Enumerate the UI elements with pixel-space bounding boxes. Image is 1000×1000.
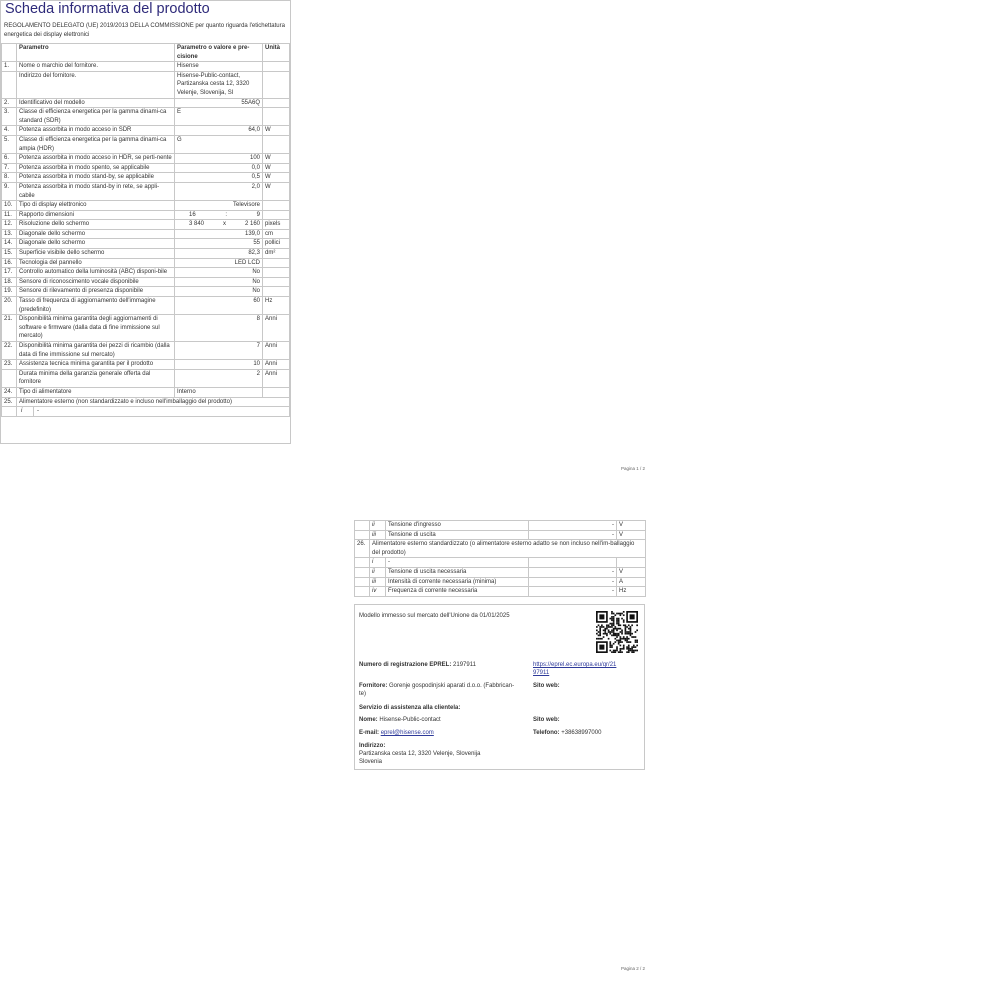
- row-number: 12.: [2, 220, 17, 230]
- sub-index: ii: [370, 521, 386, 531]
- row-number: 2.: [2, 98, 17, 108]
- row-value: 2: [175, 369, 263, 387]
- row-unit: [263, 258, 290, 268]
- row-value: Interno: [175, 387, 263, 397]
- resolution-sep: x: [223, 221, 226, 228]
- row-value: 55A6Q: [175, 98, 263, 108]
- row-number: 15.: [2, 249, 17, 259]
- header-param: Parametro: [17, 44, 175, 62]
- row-unit: [263, 277, 290, 287]
- table-row: [355, 530, 646, 540]
- row-unit: [263, 287, 290, 297]
- qr-code-icon: [596, 611, 638, 653]
- supplier-value: Gorenje gospodinjski aparati d.o.o. (Fabbrican-: [389, 683, 515, 689]
- table-row: [2, 163, 290, 173]
- row-unit: [263, 71, 290, 98]
- row-unit: V: [617, 567, 646, 577]
- row-param: Classe di efficienza energetica per la gamma dinami-ca ampia (HDR): [17, 135, 175, 153]
- row-unit: Anni: [263, 360, 290, 370]
- eprel-link[interactable]: https://eprel.ec.europa.eu/qr/21: [533, 662, 617, 668]
- email-label: E-mail:: [359, 730, 380, 736]
- sub-index: iv: [370, 587, 386, 597]
- table-row: [355, 558, 646, 568]
- row-value: No: [175, 277, 263, 287]
- row-value: 0,5: [175, 173, 263, 183]
- row-param: Tensione d'ingresso: [386, 521, 529, 531]
- address-value-cont: Slovenia: [359, 759, 383, 765]
- row-number: 6.: [2, 154, 17, 164]
- row-value: -: [529, 587, 617, 597]
- row-value: Hisense: [175, 62, 263, 72]
- row-param: Durata minima della garanzia generale offerta dal fornitore: [17, 369, 175, 387]
- row-value: 60: [175, 297, 263, 315]
- sub-index: ii: [370, 567, 386, 577]
- row-value: 55: [175, 239, 263, 249]
- eprel-label: Numero di registrazione EPREL:: [359, 662, 452, 668]
- row-number: 21.: [2, 315, 17, 342]
- row-value: [175, 210, 263, 220]
- table-row: [2, 71, 290, 98]
- site-label-2: Sito web:: [533, 717, 560, 723]
- row-value: No: [175, 287, 263, 297]
- row-value: G: [175, 135, 263, 153]
- table-row: [355, 587, 646, 597]
- row-unit: Hz: [617, 587, 646, 597]
- row-value: 0,0: [175, 163, 263, 173]
- row-unit: V: [617, 530, 646, 540]
- row-unit: [263, 387, 290, 397]
- row-unit: [263, 98, 290, 108]
- page-number-1: Pagina 1 / 2: [621, 466, 646, 471]
- table-row: [355, 567, 646, 577]
- row-param: Controllo automatico della luminosità (ABC) disponi-bile: [17, 268, 175, 278]
- row-unit: [263, 268, 290, 278]
- row-value: 2,0: [175, 182, 263, 200]
- row-value: 100: [175, 154, 263, 164]
- row-param: Disponibilità minima garantita dei pezzi di ricambio (dalla data di fine immissione sul mercato): [17, 342, 175, 360]
- row-param: Diagonale dello schermo: [17, 229, 175, 239]
- row-param: Tecnologia del pannello: [17, 258, 175, 268]
- row-number: 1.: [2, 62, 17, 72]
- row-value: Televisore: [175, 201, 263, 211]
- row-param: Intensità di corrente necessaria (minima): [386, 577, 529, 587]
- row-value: 139,0: [175, 229, 263, 239]
- row-param: Nome o marchio del fornitore.: [17, 62, 175, 72]
- row-unit: dm²: [263, 249, 290, 259]
- row-unit: A: [617, 577, 646, 587]
- name-value: Hisense-Public-contact: [379, 717, 441, 723]
- service-label: Servizio di assistenza alla clientela:: [359, 705, 461, 711]
- phone-label: Telefono:: [533, 730, 560, 736]
- row-unit: pollici: [263, 239, 290, 249]
- row-param: Tensione di uscita necessaria: [386, 567, 529, 577]
- row-number: 10.: [2, 201, 17, 211]
- row-param: Assistenza tecnica minima garantita per il prodotto: [17, 360, 175, 370]
- placed-on-market: Modello immesso sul mercato dell'Unione da 01/01/2025: [359, 613, 510, 619]
- row-number: 8.: [2, 173, 17, 183]
- table-row: [2, 258, 290, 268]
- regulation-text: [4, 22, 288, 39]
- row-param: Potenza assorbita in modo spento, se applicabile: [17, 163, 175, 173]
- row-unit: V: [617, 521, 646, 531]
- product-table: [1, 43, 290, 417]
- resolution-b: 2 160: [244, 221, 260, 228]
- row-number: 23.: [2, 360, 17, 370]
- address-label: Indirizzo:: [359, 743, 386, 749]
- row-param: Sensore di rilevamento di presenza disponibile: [17, 287, 175, 297]
- table-row: [355, 577, 646, 587]
- row-unit: W: [263, 154, 290, 164]
- row-param: -: [386, 558, 529, 568]
- row-param: Classe di efficienza energetica per la gamma dinami-ca standard (SDR): [17, 108, 175, 126]
- row-unit: W: [263, 126, 290, 136]
- row-value: [529, 558, 617, 568]
- row-number: 7.: [2, 163, 17, 173]
- name-label: Nome:: [359, 717, 378, 723]
- resolution-a: 3 840: [189, 221, 205, 228]
- header-unit: Unità: [263, 44, 290, 62]
- row-value: -: [529, 567, 617, 577]
- table-row: [2, 108, 290, 126]
- row-param: Rapporto dimensioni: [17, 210, 175, 220]
- table-row: [2, 297, 290, 315]
- row-number: 17.: [2, 268, 17, 278]
- sub-index: iii: [370, 577, 386, 587]
- row-value: LED LCD: [175, 258, 263, 268]
- row-param: Sensore di riconoscimento vocale disponibile: [17, 277, 175, 287]
- eprel-value: 2197911: [453, 662, 476, 668]
- row-value: -: [529, 577, 617, 587]
- row-param: Alimentatore esterno standardizzato (o alimentatore esterno adatto se non incluso nell'im-ballaggio del prodotto): [370, 540, 646, 558]
- table-row: [2, 239, 290, 249]
- row-value: 82,3: [175, 249, 263, 259]
- row-unit: [617, 558, 646, 568]
- site-label-1: Sito web:: [533, 683, 560, 689]
- row-param: Potenza assorbita in modo stand-by, se applicabile: [17, 173, 175, 183]
- row-number: [2, 369, 17, 387]
- supplier-label: Fornitore:: [359, 683, 388, 689]
- row-unit: pixels: [263, 220, 290, 230]
- table-row: [2, 369, 290, 387]
- table-row: [2, 287, 290, 297]
- row-param: Diagonale dello schermo: [17, 239, 175, 249]
- row-unit: Anni: [263, 342, 290, 360]
- table-row: [2, 277, 290, 287]
- regulation-rest: per quanto riguarda l'etichettatura energetica dei display elettronici: [4, 23, 285, 38]
- table-row: [2, 397, 290, 407]
- row-unit: [263, 108, 290, 126]
- row-value: -: [529, 530, 617, 540]
- row-number: 14.: [2, 239, 17, 249]
- eprel-link-cont[interactable]: 97911: [533, 670, 550, 676]
- table-row: [2, 249, 290, 259]
- table-row: [2, 210, 290, 220]
- table-row: [2, 182, 290, 200]
- row-value: 10: [175, 360, 263, 370]
- row-param: Potenza assorbita in modo stand-by in rete, se appli-cabile: [17, 182, 175, 200]
- page-title: Scheda informativa del prodotto: [5, 1, 210, 17]
- table-row: [355, 540, 646, 558]
- table-row: [2, 387, 290, 397]
- page-number-2: Pagina 2 / 2: [621, 966, 646, 971]
- row-unit: [263, 201, 290, 211]
- email-link[interactable]: eprel@hisense.com: [380, 730, 434, 736]
- aspect-a: 16: [189, 211, 196, 218]
- row-number: 11.: [2, 210, 17, 220]
- row-param: Superficie visibile dello schermo: [17, 249, 175, 259]
- row-param: Potenza assorbita in modo acceso in HDR, se perti-nente: [17, 154, 175, 164]
- row-number: 16.: [2, 258, 17, 268]
- row-number: 26.: [355, 540, 370, 558]
- table-header: [2, 44, 290, 62]
- sub-index: iii: [370, 530, 386, 540]
- row-value: -: [529, 521, 617, 531]
- aspect-sep: :: [225, 211, 227, 218]
- aspect-b: 9: [256, 211, 260, 218]
- table-row: [2, 315, 290, 342]
- row-param: Potenza assorbita in modo acceso in SDR: [17, 126, 175, 136]
- row-unit: W: [263, 173, 290, 183]
- row-unit: W: [263, 182, 290, 200]
- row-unit: Hz: [263, 297, 290, 315]
- row-param: Frequenza di corrente necessaria: [386, 587, 529, 597]
- row-param: Tipo di display elettronico: [17, 201, 175, 211]
- row-param: Indirizzo del fornitore.: [17, 71, 175, 98]
- table-row: [2, 201, 290, 211]
- row-param: Disponibilità minima garantita degli aggiornamenti di software e firmware (dalla data di fine immissione sul mercato): [17, 315, 175, 342]
- row-number: 5.: [2, 135, 17, 153]
- sub-value: -: [37, 408, 39, 415]
- address-value: Partizanska cesta 12, 3320 Velenje, Slovenija: [359, 751, 481, 757]
- row-param: Identificativo del modello: [17, 98, 175, 108]
- row-number: [2, 71, 17, 98]
- row-param: Tasso di frequenza di aggiornamento dell'immagine (predefinito): [17, 297, 175, 315]
- row-number: 9.: [2, 182, 17, 200]
- row-value: 8: [175, 315, 263, 342]
- row-unit: [263, 62, 290, 72]
- table-row: [2, 342, 290, 360]
- row-param: Tipo di alimentatore: [17, 387, 175, 397]
- row-unit: Anni: [263, 315, 290, 342]
- table-row: [2, 98, 290, 108]
- row-unit: [263, 210, 290, 220]
- supplier-value-cont: te): [359, 691, 367, 697]
- table-row: [2, 173, 290, 183]
- row-number: 18.: [2, 277, 17, 287]
- phone-value: +38638997000: [561, 730, 602, 736]
- row-number: 19.: [2, 287, 17, 297]
- sub-index: i: [17, 407, 34, 416]
- row-number: 13.: [2, 229, 17, 239]
- row-unit: Anni: [263, 369, 290, 387]
- row-value: Hisense-Public-contact, Partizanska cesta 12, 3320 Velenje, Slovenija, SI: [175, 71, 263, 98]
- row-number: 24.: [2, 387, 17, 397]
- row-value: No: [175, 268, 263, 278]
- supplier-info-box: [354, 604, 645, 770]
- row-unit: cm: [263, 229, 290, 239]
- table-row: [2, 62, 290, 72]
- table-row: [2, 229, 290, 239]
- row-unit: W: [263, 163, 290, 173]
- row-value: E: [175, 108, 263, 126]
- regulation-bold: REGOLAMENTO DELEGATO (UE) 2019/2013 DELLA COMMISSIONE: [4, 23, 194, 29]
- table-row: [2, 154, 290, 164]
- header-value: Parametro o valore e pre-cisione: [175, 44, 263, 62]
- sub-index: i: [370, 558, 386, 568]
- table-row: [2, 220, 290, 230]
- row-unit: [263, 135, 290, 153]
- row-number: 4.: [2, 126, 17, 136]
- power-supply-table: [354, 520, 646, 597]
- table-row: [355, 521, 646, 531]
- row-number: 25.: [2, 397, 17, 407]
- table-row: [2, 360, 290, 370]
- table-row: [2, 268, 290, 278]
- table-row: [2, 126, 290, 136]
- table-row: [2, 407, 290, 417]
- row-value: 7: [175, 342, 263, 360]
- row-number: 3.: [2, 108, 17, 126]
- row-param: Tensione di uscita: [386, 530, 529, 540]
- page-1: [0, 0, 291, 444]
- row-number: 22.: [2, 342, 17, 360]
- table-row: [2, 135, 290, 153]
- row-param: Alimentatore esterno (non standardizzato e incluso nell'imballaggio del prodotto): [17, 397, 290, 407]
- row-param: Risoluzione dello schermo: [17, 220, 175, 230]
- row-value: 64,0: [175, 126, 263, 136]
- row-number: 20.: [2, 297, 17, 315]
- row-value: [175, 220, 263, 230]
